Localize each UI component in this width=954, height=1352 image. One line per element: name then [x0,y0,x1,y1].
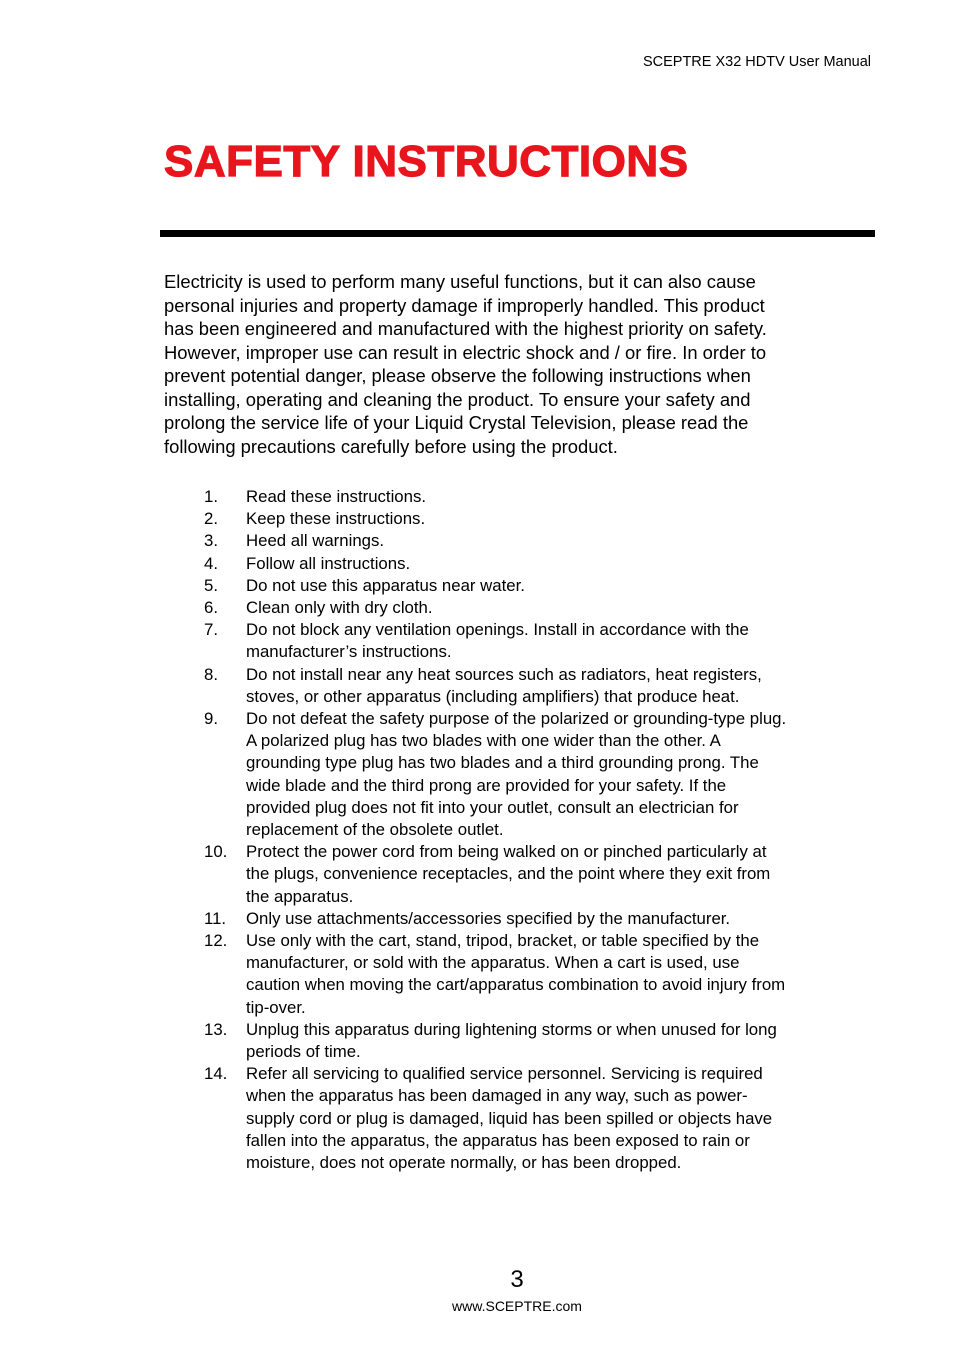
instruction-line: manufacturer’s instructions. [246,642,452,662]
intro-line: However, improper use can result in electric shock and / or fire. In order to [164,341,767,363]
intro-line: installing, operating and cleaning the product. To ensure your safety and [164,388,751,410]
intro-line: prevent potential danger, please observe the following instructions when [164,365,751,386]
instruction-text [246,619,749,663]
instruction-line: Read these instructions. [246,487,427,506]
instruction-number: 3. [204,531,218,551]
instruction-item [204,508,786,530]
instruction-number: 10. [204,842,228,862]
instruction-item [204,1063,786,1174]
intro-line: has been engineered and manufactured with the highest priority on safety. [164,318,767,339]
instruction-number: 14. [204,1064,228,1084]
instruction-line: fallen into the apparatus, the apparatus has been exposed to rain or [246,1130,750,1150]
instruction-number: 8. [204,664,218,684]
instruction-text [246,530,384,552]
intro-line: personal injuries and property damage if improperly handled. This product [164,294,765,316]
footer-url: www.SCEPTRE.com [452,1298,582,1314]
instruction-line: the apparatus. [246,886,354,906]
instruction-number: 1. [204,487,218,506]
instruction-line: manufacturer, or sold with the apparatus. When a cart is used, use [246,953,740,973]
instruction-number: 4. [204,553,218,573]
instruction-line: when the apparatus has been damaged in any way, such as power- [246,1086,748,1106]
instruction-item [204,486,786,508]
instruction-item [204,530,786,552]
instruction-item [204,597,786,619]
instruction-line: the plugs, convenience receptacles, and the point where they exit from [246,864,771,884]
instruction-line: replacement of the obsolete outlet. [246,820,504,840]
intro-line: prolong the service life of your Liquid Crystal Television, please read the [164,412,749,433]
instruction-text [246,553,410,575]
instruction-text [246,908,730,930]
instruction-text [246,597,433,619]
page-number: 3 [510,1266,524,1293]
instruction-line: moisture, does not operate normally, or has been dropped. [246,1153,682,1173]
instruction-line: provided plug does not fit into your outlet, consult an electrician for [246,797,739,817]
instruction-item [204,930,786,1019]
instruction-number: 6. [204,598,218,618]
instruction-item [204,841,786,908]
instruction-line: Do not install near any heat sources such as radiators, heat registers, [246,664,762,684]
instruction-line: tip-over. [246,997,306,1017]
instruction-text [246,1063,772,1174]
instruction-line: Refer all servicing to qualified service personnel. Servicing is required [246,1064,763,1084]
instruction-text [246,575,525,597]
instruction-number: 13. [204,1019,228,1039]
instruction-item [204,575,786,597]
instruction-text [246,841,770,908]
instruction-text [246,708,786,841]
instruction-line: Follow all instructions. [246,553,411,573]
instruction-text [246,1019,777,1063]
instruction-line: caution when moving the cart/apparatus combination to avoid injury from [246,975,786,995]
instruction-line: Keep these instructions. [246,509,426,529]
instruction-number: 12. [204,931,228,951]
page-title: SAFETY INSTRUCTIONS [164,137,689,186]
instruction-line: Do not block any ventilation openings. Install in accordance with the [246,620,749,640]
instruction-item [204,553,786,575]
instruction-number: 9. [204,709,218,729]
instruction-line: Do not defeat the safety purpose of the polarized or grounding-type plug. [246,709,787,729]
running-header: SCEPTRE X32 HDTV User Manual [642,54,871,70]
instruction-line: Do not use this apparatus near water. [246,575,525,595]
instruction-text [246,930,785,1019]
instruction-number: 7. [204,620,218,640]
instruction-line: wide blade and the third prong are provided for your safety. If the [246,775,727,795]
instruction-item [204,708,786,841]
instruction-item [204,664,786,708]
instruction-line: Only use attachments/accessories specified by the manufacturer. [246,908,731,928]
instruction-line: A polarized plug has two blades with one wider than the other. A [246,731,721,751]
instruction-item [204,1019,786,1063]
instruction-line: Use only with the cart, stand, tripod, bracket, or table specified by the [246,931,760,951]
instruction-line: Heed all warnings. [246,531,385,551]
instruction-line: Unplug this apparatus during lightening storms or when unused for long [246,1019,777,1039]
instruction-number: 5. [204,575,218,595]
intro-line: Electricity is used to perform many useful functions, but it can also cause [164,271,756,292]
instruction-line: Clean only with dry cloth. [246,598,433,618]
instruction-line: grounding type plug has two blades and a third grounding prong. The [246,753,759,773]
instruction-item [204,908,786,930]
instruction-line: periods of time. [246,1042,361,1062]
instruction-text [246,664,762,708]
instruction-line: Protect the power cord from being walked on or pinched particularly at [246,842,767,862]
safety-instruction-list [204,486,786,1174]
instruction-text [246,508,425,530]
instruction-number: 11. [204,908,227,928]
instruction-line: stoves, or other apparatus (including amplifiers) that produce heat. [246,686,740,706]
instruction-line: supply cord or plug is damaged, liquid has been spilled or objects have [246,1108,773,1128]
intro-paragraph [164,270,864,458]
instruction-item [204,619,786,663]
intro-line: following precautions carefully before using the product. [164,435,618,457]
instruction-number: 2. [204,509,218,529]
title-divider [160,230,875,237]
instruction-text [246,486,426,508]
